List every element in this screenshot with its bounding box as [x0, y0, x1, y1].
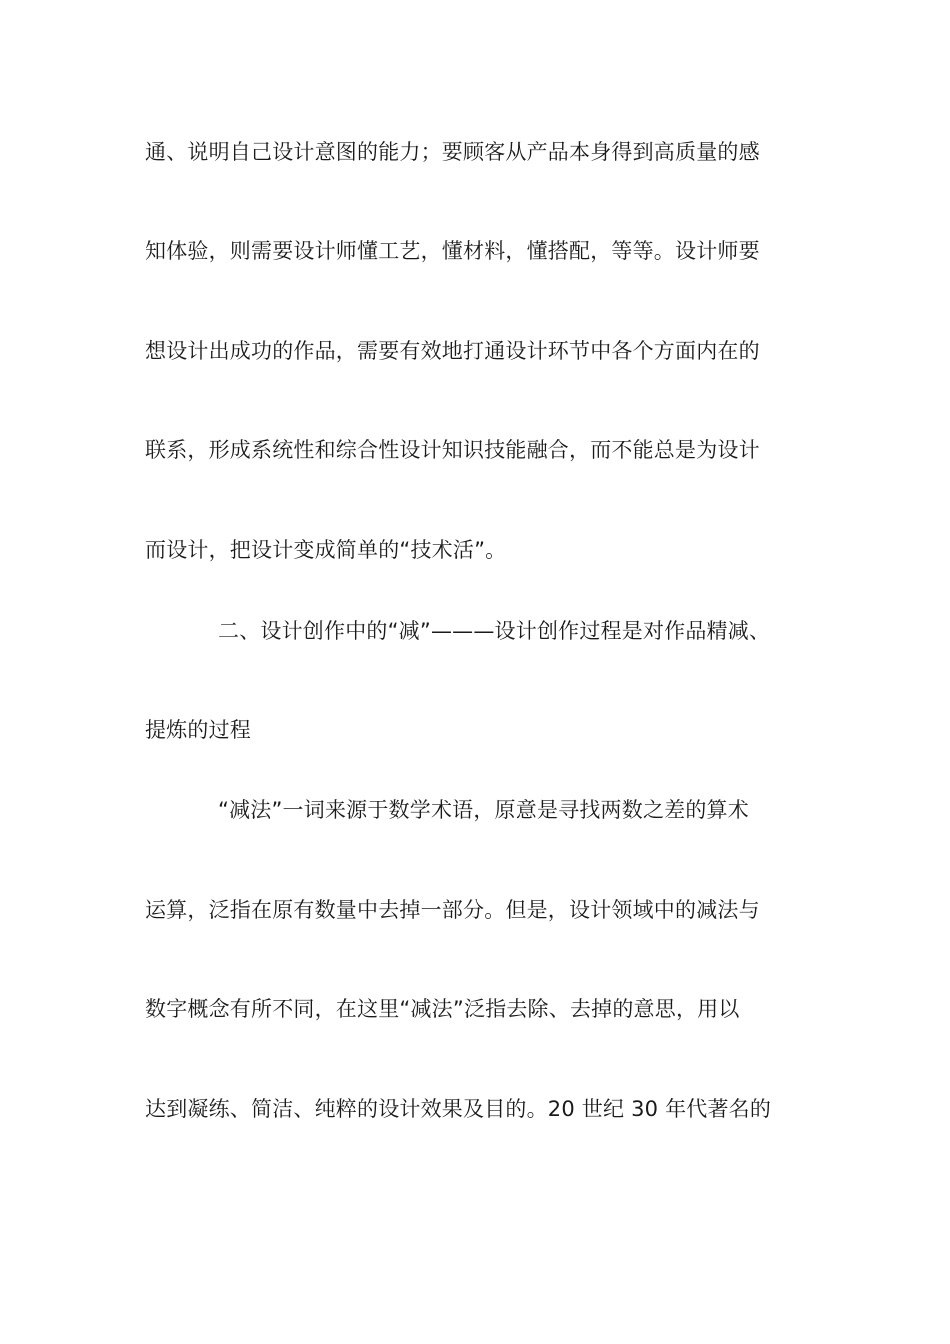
paragraph-line-2: 知体验，则需要设计师懂工艺，懂材料，懂搭配，等等。设计师要: [145, 239, 760, 263]
paragraph-line-1: 通、说明自己设计意图的能力；要顾客从产品本身得到高质量的感: [145, 140, 760, 164]
paragraph-line-5: 而设计，把设计变成简单的“技术活”。: [145, 538, 507, 562]
paragraph-line-6: “减法”一词来源于数学术语，原意是寻找两数之差的算术: [218, 798, 749, 822]
paragraph-line-9: 达到凝练、简洁、纯粹的设计效果及目的。20 世纪 30 年代著名的: [145, 1097, 772, 1121]
paragraph-line-8: 数字概念有所不同，在这里“减法”泛指去除、去掉的意思，用以: [145, 997, 740, 1021]
section-heading-line-2: 提炼的过程: [145, 718, 251, 742]
paragraph-line-4: 联系，形成系统性和综合性设计知识技能融合，而不能总是为设计: [145, 438, 760, 462]
section-heading-line-1: 二、设计创作中的“减”———设计创作过程是对作品精减、: [218, 619, 771, 643]
paragraph-line-3: 想设计出成功的作品，需要有效地打通设计环节中各个方面内在的: [145, 339, 760, 363]
paragraph-line-7: 运算，泛指在原有数量中去掉一部分。但是，设计领域中的减法与: [145, 898, 760, 922]
